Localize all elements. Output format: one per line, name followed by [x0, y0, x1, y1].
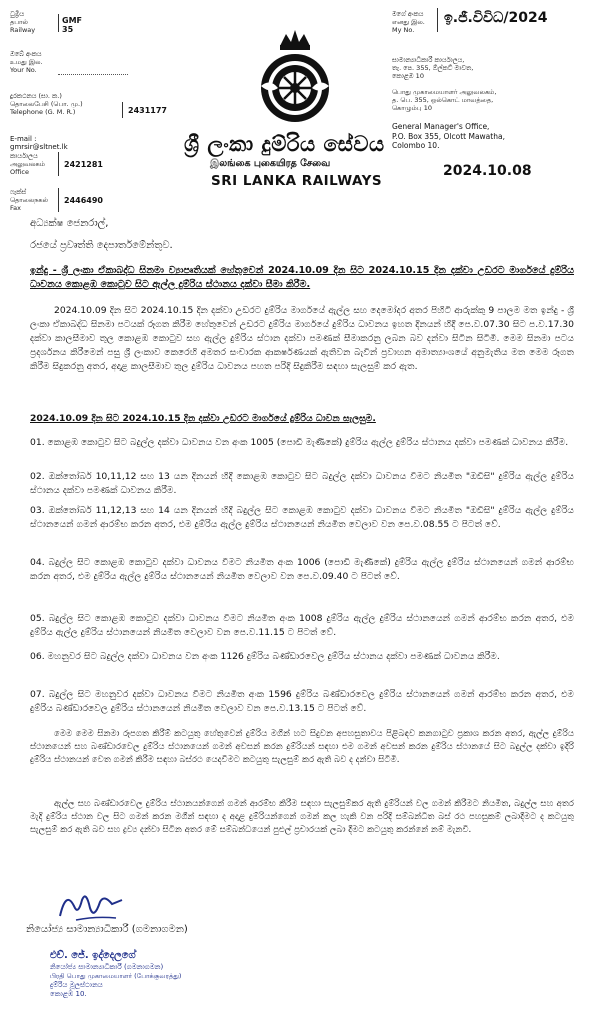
- my-no-label: මගේ අංකය எனது இல. My No.: [392, 10, 425, 34]
- railway-value: GMF 35: [62, 16, 82, 34]
- org-name-sinhala: ශ්‍රී ලංකා දුම්රිය සේවය: [184, 132, 385, 156]
- recipient-line-1: අධ්‍යක්ෂ ජෙනරාල්,: [30, 218, 109, 229]
- address-english: General Manager's Office, P.O. Box 355, Olcott Mawatha, Colombo 10.: [392, 122, 505, 150]
- org-name-english: SRI LANKA RAILWAYS: [211, 173, 383, 189]
- stamp-line: பிரதி பொது முகாமையாளர் (போக்குவரத்து): [50, 972, 182, 980]
- fax-label: ෆැක්ස් தொலைநகல் Fax: [10, 188, 48, 212]
- recipient-line-2: රජයේ ප්‍රවෘත්ති දෙපාර්තමේන්තුව.: [30, 240, 173, 251]
- office-label: කාර්යාලය அலுவலகம் Office: [10, 152, 45, 176]
- railway-label: ධුම්‍රිය தபால் Railway: [10, 10, 36, 34]
- list-item: 04. බදුල්ල සිට කොළඹ කොටුව දක්වා ධාවනය වීමට නියමිත අංක 1006 (පොඩි මැණිකේ) දුම්රිය ඇල්ල දුම්රිය ස්ථානයෙන් ගමන් ආරම්භ කරන අතර, එම දුම්රිය ඇල්ල දුම්රිය ස්ථානයෙන් නියමිත වෙලාව වන පෙ.ව.09.40 ට පිටත් වේ.: [30, 557, 574, 582]
- list-item: 03. ඔක්තෝබර් 11,12,13 සහ 14 යන දිනයන් හිදී බදුල්ල සිට කොළඹ කොටුව දක්වා ධාවනය වීමට නියමිත "ඔඩිසි" දුම්රිය ඇල්ල දුම්රිය ස්ථානයෙන් ගමන් ආරම්භ කරන අතර, එම දුම්රිය ඇල්ල දුම්රිය ස්ථානයෙන් නියමිත වෙලාව වන පෙ.ව.08.55 ට පිටත් වේ.: [30, 505, 574, 530]
- closing-paragraph-2: ඇල්ල සහ බණ්ඩාරවෙල දුම්රිය ස්ථානයන්ගෙන් ගමන් ආරම්භ කිරීම සඳහා සැලසුම්කර ඇති දුම්රියන් වල ගමන් කිරීමට නියමිත, බදුල්ල සහ අතර මැදි දුම්රිය ස්ථාන වල සිට ගමන් කරන මගීන් සඳහා ද අදාළ දුම්රියන්ගෙන් ගමන් කල හැකි වන පරිදි සම්බන්ධිත බස් රථ පහසුකම් ලබාදීමට ද කටයුතු සැලසුම් කර ඇති බව සහ ද්‍රව්‍ය දන්වා සිටින අතර මේ සම්බන්ධයෙන් පුළුල් ප්‍රචාරයක් ලබා දීමට කටයුතු කරන්නේ නම් මැනවි.: [30, 799, 574, 835]
- railway-emblem-icon: [258, 28, 332, 128]
- list-item: 07. බදුල්ල සිට මහනුවර දක්වා ධාවනය වීමට නියමිත අංක 1596 දුම්රිය බණ්ඩාරවෙල දුම්රිය ස්ථානයෙන් ගමන් ආරම්භ කරන අතර, එම දුම්රිය බණ්ඩාරවෙල දුම්රිය ස්ථානයෙන් නියමිත වෙලාව වන පෙ.ව.13.15 ට පිටත් වේ.: [30, 689, 574, 714]
- list-item: 01. කොළඹ කොටුව සිට බදුල්ල දක්වා ධාවනය වන අංක 1005 (පොඩි මැණිකේ) දුම්රිය ඇල්ල දුම්රිය ස්ථානය දක්වා පමණක් ධාවනය කිරීම.: [30, 437, 569, 448]
- official-stamp: [50, 950, 181, 999]
- your-no-label: ඔබේ අංකය உமது இல. Your No.: [10, 50, 43, 74]
- address-tamil: பொது முகாமையாளர் அலுவலகம், த. பெ. 355, ஒல்கொட் மாவத்தை, கொழும்பு 10: [392, 88, 497, 112]
- org-name-tamil: இலங்கை புகையிரத சேவை: [210, 158, 331, 169]
- intro-paragraph: 2024.10.09 දින සිට 2024.10.15 දින දක්වා උඩරට දුම්රිය මාර්ගයේ ඇල්ල සහ දෙමෝදර අතර පිහිටි ආරුක්කු 9 පාලම මත ඉන්දු - ශ්‍රී ලංකා ඒකාබද්ධ සිනමා පටයක් රූගත කිරීම හේතුවෙන් උඩරට දුම්රිය මාර්ගයේ දුම්රිය ධාවනය ඉහත දිනයන් හිදී පෙ.ව.07.30 සිට ප.ව.17.30 දක්වා කාලසීමාව තුල කොළඹ කොටුව සහ ඇල්ල දුම්රිය ස්ථාන දක්වා පමණක් සීමාකරනු ලබන බව දන්වා සිටින සිටිමි. මෙම සිනමා පටය ප්‍රදර්ශනය කිරීමෙන් පසු ශ්‍රී ලංකාව කෙරෙහි අමතර සංචාරක ආකර්ෂණයක් ඇතිවන බැවින් ප්‍රවාහන අමාත්‍යාංශයේ අනුමැතිය මත මෙම රූගත කිරීම සිදුකරනු අතර, අදාළ කාලසීමාව තුල දුම්රිය ධාවනය පහත පරිදි සිදුකිරීම සඳහා සැලසුම් කර ඇත.: [30, 305, 574, 372]
- schedule-heading: 2024.10.09 දින සිට 2024.10.15 දින දක්වා උඩරට මාර්ගයේ දුම්රිය ධාවන සැලසුම.: [30, 413, 376, 424]
- stamp-name: එච්. ජේ. ඉද්දෙලගේ: [50, 950, 136, 961]
- your-no-line: [58, 74, 128, 75]
- telephone-label: දුරකථනය (සා. ක.) தொலைபேசி (பொ. மு.) Telephone (G. M. R.): [10, 92, 83, 116]
- closing-paragraph-1: මෙම මෙම සිනමා රූපගත කිරීම් කටයුතු හේතුවෙන් දුම්රිය මගීන් හට සිදුවන අපහසුතාවය පිළිබඳව කනගාටුව ප්‍රකාශ කරන අතර, ඇල්ල දුම්රිය ස්ථානයෙන් සහ බණ්ඩාරවෙල දුම්රිය ස්ථානයෙන් ගමන් අවසන් කරන දුම්රියන් සඳහා එම ගමන් අවසන් කරන දුම්රිය ස්ථානයේ සිට බදුල්ල දක්වා ඉදිරි දුම්රිය ස්ථානයන් වෙත ගමන් කිරීම සඳහා බස්රථ යෙදවීමට කටයුතු සැලසුම් කර ඇති බව ද දන්වා සිටිමි.: [30, 729, 574, 765]
- address-sinhala: සාමාන්‍යාධිකාරී කාර්යාලය, තැ. පෙ. 355, ඕල්කට් මාවත, කොළඹ 10: [392, 56, 474, 80]
- email: E-mail : gmrsir@sltnet.lk: [10, 135, 68, 151]
- list-item: 05. බදුල්ල සිට කොළඹ කොටුව දක්වා ධාවනය වීමට නියමිත අංක 1008 දුම්රිය ඇල්ල දුම්රිය ස්ථානයෙන් ගමන් ආරම්භ කරන අතර, එම දුම්රිය ඇල්ල දුම්රිය ස්ථානයෙන් නියමිත වෙලාව වන පෙ.ව.11.15 ට පිටත් වේ.: [30, 613, 574, 638]
- telephone-value: 2431177: [128, 106, 167, 115]
- signatory-title: නියෝජ්‍ය සාමාන්‍යාධිකාරී (ගමනාගමන): [26, 924, 188, 935]
- stamp-line: කොළඹ 10.: [50, 990, 87, 998]
- divider: [437, 8, 438, 32]
- fax-value: 2446490: [64, 196, 103, 205]
- reference-number: ඉ.ජී.විවිධ/2024: [444, 10, 548, 26]
- list-item: 02. ඔක්තෝබර් 10,11,12 සහ 13 යන දිනයන් හිදී කොළඹ කොටුව සිට බදුල්ල දක්වා ධාවනය වීමට නියමිත "ඔඩිසි" දුම්රිය ඇල්ල දුම්රිය ස්ථානය දක්වා පමණක් ධාවනය කිරීම.: [30, 471, 574, 496]
- subject: ඉන්දු - ශ්‍රී ලංකා ඒකාබද්ධ සිනමා ව්‍යාපෘතියක් හේතුවෙන් 2024.10.09 දින සිට 2024.10.15 දින දක්වා උඩරට මාර්ගයේ දුම්රිය ධාවනය කොළඹ කොටුව සිට ඇල්ල දුම්රිය ස්ථානය දක්වා සීමා කිරීම.: [30, 265, 574, 290]
- letter-date: 2024.10.08: [443, 163, 532, 179]
- office-value: 2421281: [64, 160, 103, 169]
- list-item: 06. මහනුවර සිට බදුල්ල දක්වා ධාවනය වන අංක 1126 දුම්රිය බණ්ඩාරවෙල දුම්රිය ස්ථානය දක්වා පමණක් ධාවනය කිරීම.: [30, 651, 500, 662]
- stamp-line: නියෝජ්‍ය සාමාන්‍යාධිකාරී (ගමනාගමන): [50, 963, 164, 971]
- stamp-line: දුම්රිය මූලස්ථානය: [50, 981, 103, 989]
